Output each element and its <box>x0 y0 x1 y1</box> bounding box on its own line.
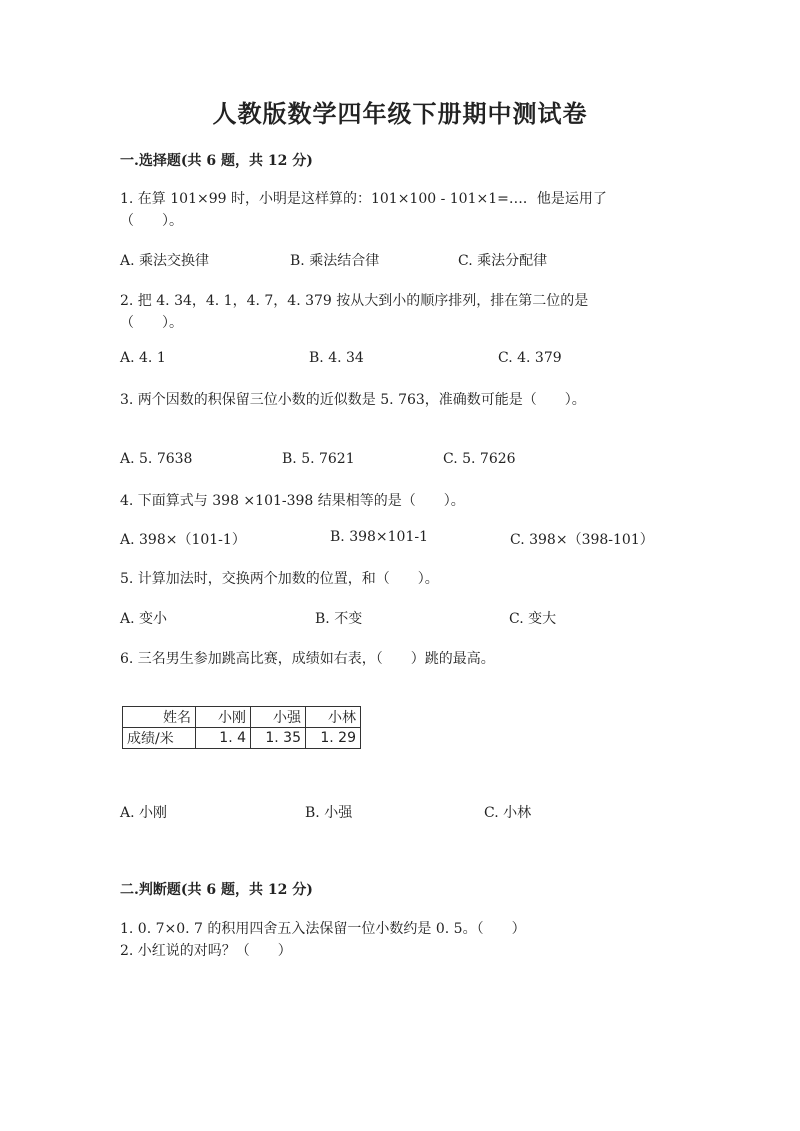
q3-text: 3. 两个因数的积保留三位小数的近似数是 5. 763，准确数可能是（ ）。 <box>120 392 586 408</box>
q4-option-a: A. 398×（101-1） <box>120 532 246 548</box>
table-header-xiaogang: 小刚 <box>196 707 251 728</box>
q1-option-c: C. 乘法分配律 <box>458 253 548 269</box>
q6-option-a: A. 小刚 <box>120 805 168 821</box>
q2-text-line1: 2. 把 4. 34，4. 1，4. 7，4. 379 按从大到小的顺序排列，排在第二位的是 <box>120 293 589 309</box>
q4-text: 4. 下面算式与 398 ×101-398 结果相等的是（ ）。 <box>120 493 465 509</box>
q1-option-a: A. 乘法交换律 <box>120 253 210 269</box>
table-header-xiaoqiang: 小强 <box>251 707 306 728</box>
table-cell-xiaolin: 1. 29 <box>306 728 361 749</box>
q2-text-line2: （ ）。 <box>120 315 183 331</box>
score-table <box>122 706 361 749</box>
page-title: 人教版数学四年级下册期中测试卷 <box>212 99 588 128</box>
q1-option-b: B. 乘法结合律 <box>290 253 380 269</box>
q2-option-a: A. 4. 1 <box>120 350 166 366</box>
q3-option-a: A. 5. 7638 <box>120 451 193 467</box>
q5-option-a: A. 变小 <box>120 611 168 627</box>
q6-text: 6. 三名男生参加跳高比赛，成绩如右表，（ ）跳的最高。 <box>120 651 495 667</box>
q2-option-c: C. 4. 379 <box>498 350 562 366</box>
table-cell-xiaogang: 1. 4 <box>196 728 251 749</box>
q5-option-c: C. 变大 <box>509 611 557 627</box>
q5-option-b: B. 不变 <box>315 611 363 627</box>
score-table-header-row <box>123 707 361 728</box>
table-row-label: 成绩/米 <box>123 728 196 749</box>
judge-q1-text: 1. 0. 7×0. 7 的积用四舍五入法保留一位小数约是 0. 5。（ ） <box>120 921 526 937</box>
q6-option-b: B. 小强 <box>305 805 353 821</box>
q4-option-c: C. 398×（398-101） <box>510 532 654 548</box>
q2-option-b: B. 4. 34 <box>309 350 364 366</box>
q3-option-c: C. 5. 7626 <box>443 451 516 467</box>
q4-option-b: B. 398×101-1 <box>330 529 428 545</box>
section2-heading: 二.判断题(共 6 题，共 12 分) <box>120 882 313 898</box>
q3-option-b: B. 5. 7621 <box>282 451 355 467</box>
q1-text-line1: 1. 在算 101×99 时，小明是这样算的：101×100 - 101×1=…．他是运用了 <box>120 191 607 207</box>
score-table-data-row <box>123 728 361 749</box>
table-header-xiaolin: 小林 <box>306 707 361 728</box>
table-header-name: 姓名 <box>123 707 196 728</box>
q1-text-line2: （ ）。 <box>120 213 183 229</box>
q5-text: 5. 计算加法时，交换两个加数的位置，和（ ）。 <box>120 571 439 587</box>
q6-option-c: C. 小林 <box>484 805 532 821</box>
judge-q2-text: 2. 小红说的对吗？（ ） <box>120 943 292 959</box>
section1-heading: 一.选择题(共 6 题，共 12 分) <box>120 153 313 169</box>
table-cell-xiaoqiang: 1. 35 <box>251 728 306 749</box>
